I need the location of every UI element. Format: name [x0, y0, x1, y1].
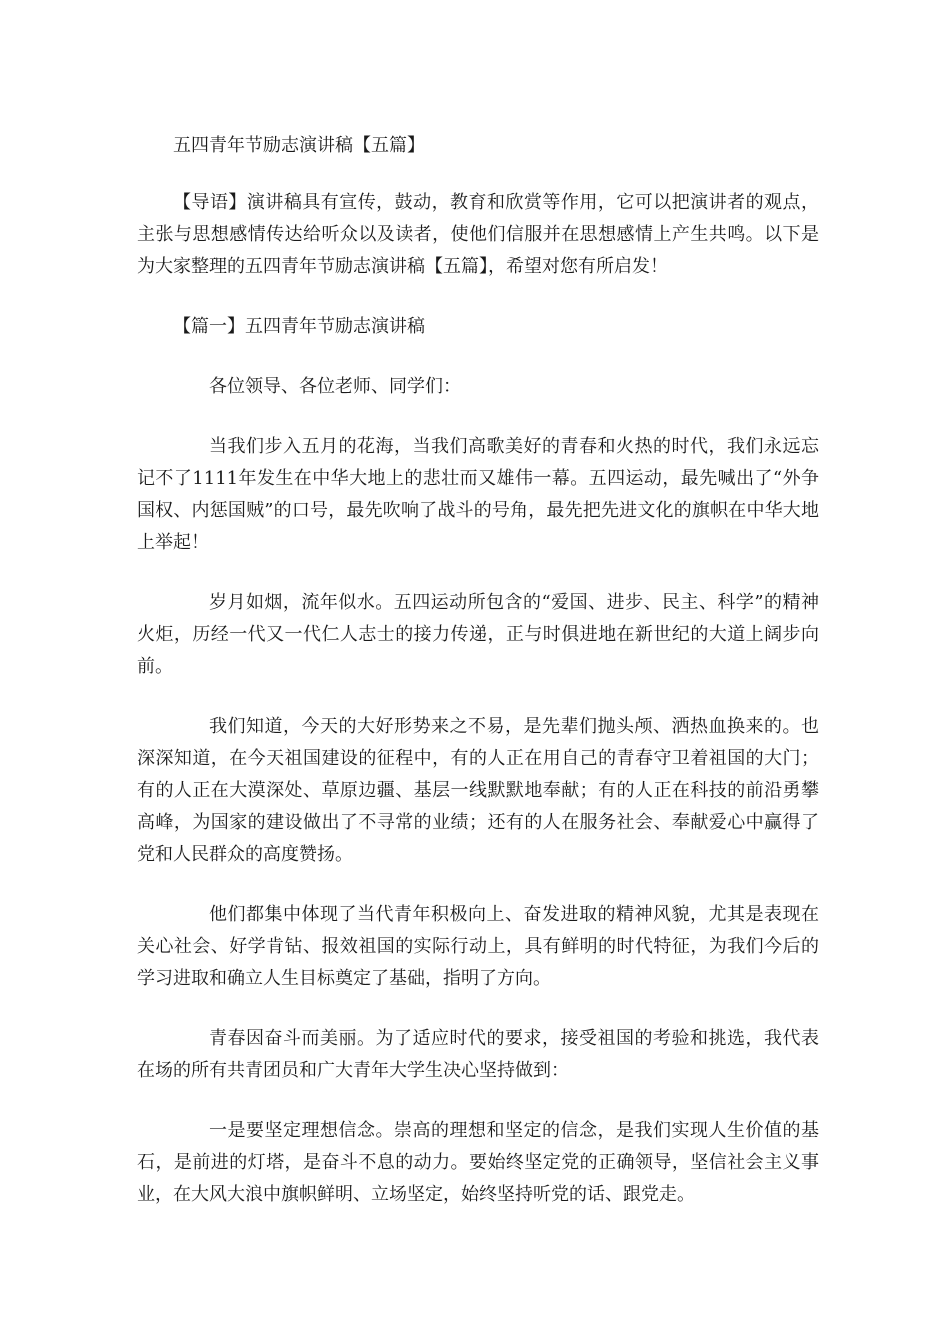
body-paragraph: 他们都集中体现了当代青年积极向上、奋发进取的精神风貌，尤其是表现在关心社会、好学肯钻、报效祖国的实际行动上，具有鲜明的时代特征，为我们今后的学习进取和确立人生目标奠定了基础，指明了方向。 [137, 904, 819, 989]
body-paragraph: 当我们步入五月的花海，当我们高歌美好的青春和火热的时代，我们永远忘记不了1111年发生在中华大地上的悲壮而又雄伟一幕。五四运动，最先喊出了“外争国权、内惩国贼”的口号，最先吹响了战斗的号角，最先把先进文化的旗帜在中华大地上举起！ [137, 436, 819, 553]
body-paragraph: 青春因奋斗而美丽。为了适应时代的要求，接受祖国的考验和挑选，我代表在场的所有共青团员和广大青年大学生决心坚持做到： [137, 1028, 819, 1081]
salutation: 各位领导、各位老师、同学们： [209, 376, 461, 397]
body-paragraph: 岁月如烟，流年似水。五四运动所包含的“爱国、进步、民主、科学”的精神火炬，历经一代又一代仁人志士的接力传递，正与时俱进地在新世纪的大道上阔步向前。 [137, 592, 819, 677]
document-body [137, 130, 819, 1211]
body-paragraph: 我们知道，今天的大好形势来之不易，是先辈们抛头颅、洒热血换来的。也深深知道，在今天祖国建设的征程中，有的人正在用自己的青春守卫着祖国的大门；有的人正在大漠深处、草原边疆、基层一线默默地奉献；有的人正在科技的前沿勇攀高峰，为国家的建设做出了不寻常的业绩；还有的人在服务社会、奉献爱心中赢得了党和人民群众的高度赞扬。 [137, 716, 819, 865]
intro-paragraph: 【导语】演讲稿具有宣传，鼓动，教育和欣赏等作用，它可以把演讲者的观点，主张与思想感情传达给听众以及读者，使他们信服并在思想感情上产生共鸣。以下是为大家整理的五四青年节励志演讲稿【五篇】，希望对您有所启发！ [137, 192, 819, 277]
section-heading: 【篇一】五四青年节励志演讲稿 [173, 316, 425, 337]
body-paragraph: 一是要坚定理想信念。崇高的理想和坚定的信念，是我们实现人生价值的基石，是前进的灯塔，是奋斗不息的动力。要始终坚定党的正确领导，坚信社会主义事业，在大风大浪中旗帜鲜明、立场坚定，始终坚持听党的话、跟党走。 [137, 1120, 819, 1205]
document-title: 五四青年节励志演讲稿【五篇】 [173, 135, 425, 156]
